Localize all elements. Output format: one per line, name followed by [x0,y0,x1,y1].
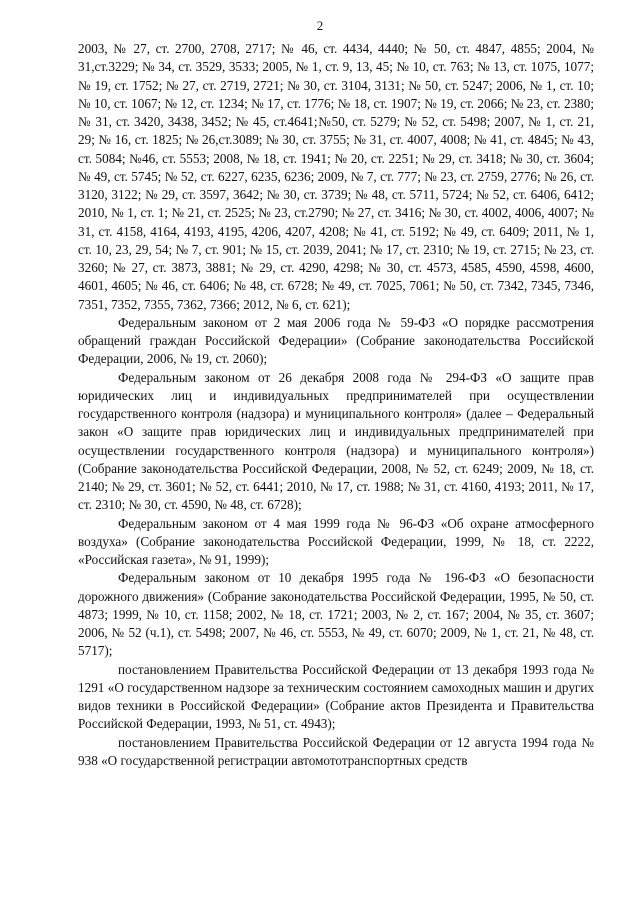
paragraph-resolution-938: постановлением Правительства Российской Федерации от 12 августа 1994 года № 938 «О государственной регистрации автомототранспортных средств [78,734,594,768]
page-number: 2 [316,18,324,33]
paragraph-resolution-1291: постановлением Правительства Российской Федерации от 13 декабря 1993 года № 1291 «О государственном надзоре за техническим состоянием самоходных машин и других видов техники в Российской Федерации» (Собрание актов Президента и Правительства Российской Федерации, 1993, № 51, ст. 4943); [78,661,594,732]
document-body [78,40,594,770]
paragraph-federal-law-59fz: Федеральным законом от 2 мая 2006 года № 59-ФЗ «О порядке рассмотрения обращений граждан Российской Федерации» (Собрание законодательства Российской Федерации, 2006, № 19, ст. 2060); [78,314,594,367]
paragraph-federal-law-196fz: Федеральным законом от 10 декабря 1995 года № 196-ФЗ «О безопасности дорожного движения» (Собрание законодательства Российской Федерации, 1995, № 50, ст. 4873; 1999, № 10, ст. 1158; 2002, № 18, ст. 1721; 2003, № 2, ст. 167; 2004, № 35, ст. 3607; 2006, № 52 (ч.1), ст. 5498; 2007, № 46, ст. 5553, № 49, ст. 6070; 2009, № 1, ст. 21, № 48, ст. 5717); [78,570,594,659]
paragraph-federal-law-96fz: Федеральным законом от 4 мая 1999 года № 96-ФЗ «Об охране атмосферного воздуха» (Собрание законодательства Российской Федерации, 1999, № 18, ст. 2222, «Российская газета», № 91, 1999); [78,515,594,567]
paragraph-legislation-references: 2003, № 27, ст. 2700, 2708, 2717; № 46, ст. 4434, 4440; № 50, ст. 4847, 4855; 2004, № 31,ст.3229; № 34, ст. 3529, 3533; 2005, № 1, ст. 9, 13, 45; № 10, ст. 763; № 13, ст. 1075, 1077; № 19, ст. 1752; № 27, ст. 2719, 2721; № 30, ст. 3104, 3131; № 50, ст. 5247; 2006, № 1, ст. 10; № 10, ст. 1067; № 12, ст. 1234; № 17, ст. 1776; № 18, ст. 1907; № 19, ст. 2066; № 23, ст. 2380; № 31, ст. 3420, 3438, 3452; № 45, ст.4641;№50, ст. 5279; № 52, ст. 5498; 2007, № 1, ст. 21, 29; № 16, ст. 1825; № 26,ст.3089; № 30, ст. 3755; № 31, ст. 4007, 4008; № 41, ст. 4845; № 43, ст. 5084; №46, ст. 5553; 2008, № 18, ст. 1941; № 20, ст. 2251; № 29, ст. 3418; № 30, ст. 3604; № 49, ст. 5745; № 52, ст. 6227, 6235, 6236; 2009, № 7, ст. 777; № 23, ст. 2759, 2776; № 26, ст. 3120, 3122; № 29, ст. 3597, 3642; № 30, ст. 3739; № 48, ст. 5711, 5724; № 52, ст. 6406, 6412; 2010, № 1, ст. 1; № 21, ст. 2525; № 23, ст.2790; № 27, ст. 3416; № 30, ст. 4002, 4006, 4007; № 31, ст. 4158, 4164, 4193, 4195, 4206, 4207, 4208; № 41, ст. 5192; № 49, ст. 6409; 2011, № 1, ст. 10, 23, 29, 54; № 7, ст. 901; № 15, ст. 2039, 2041; № 17, ст. 2310; № 19, ст. 2715; № 23, ст. 3260; № 27, ст. 3873, 3881; № 29, ст. 4290, 4298; № 30, ст. 4573, 4585, 4590, 4598, 4600, 4601, 4605; № 46, ст. 6406; № 48, ст. 6728; № 49, ст. 7025, 7061; № 50, ст. 7342, 7345, 7346, 7351, 7352, 7355, 7362, 7366; 2012, № 6, ст. 621); [78,41,594,312]
paragraph-federal-law-294fz: Федеральным законом от 26 декабря 2008 года № 294-ФЗ «О защите прав юридических лиц и индивидуальных предпринимателей при осуществлении государственного контроля (надзора) и муниципального контроля» (далее – Федеральный закон «О защите прав юридических лиц и индивидуальных предпринимателей при осуществлении государственного контроля (надзора) и муниципального контроля») (Собрание законодательства Российской Федерации, 2008, № 52, ст. 6249; 2009, № 18, ст. 2140; № 29, ст. 3601; № 52, ст. 6441; 2010, № 17, ст. 1988; № 31, ст. 4160, 4193; 2011, № 17, ст. 2310; № 30, ст. 4590, № 48, ст. 6728); [78,369,594,513]
